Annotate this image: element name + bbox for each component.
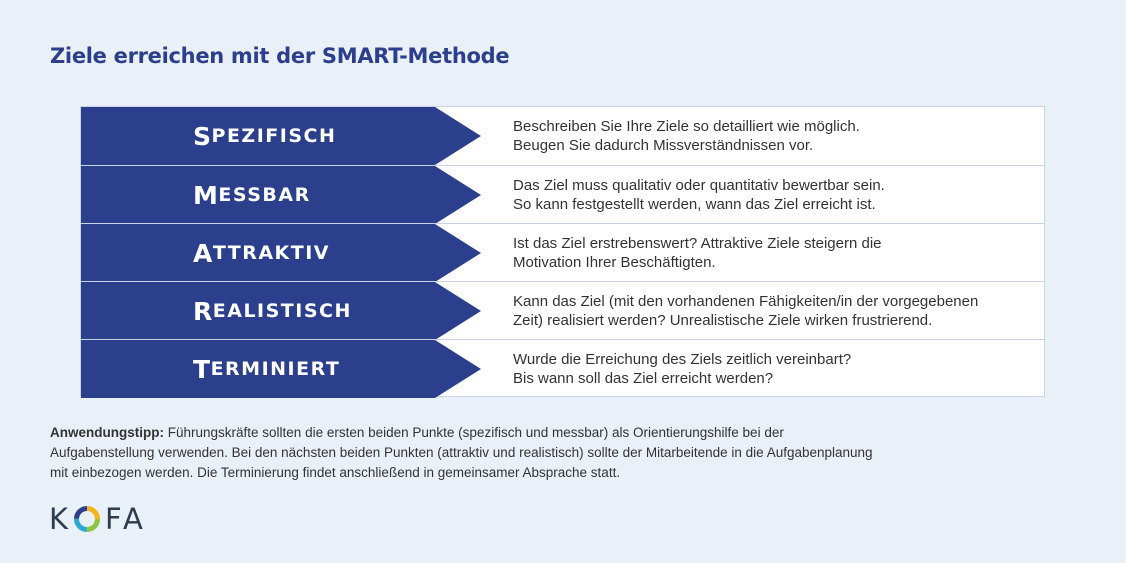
term-label	[193, 340, 340, 398]
smart-row-attraktiv	[81, 223, 1044, 282]
row-description	[513, 107, 1038, 165]
description-line: Ist das Ziel erstrebenswert? Attraktive Ziele steigern die	[513, 235, 882, 252]
description-line: So kann festgestellt werden, wann das Ziel erreicht ist.	[513, 196, 876, 213]
description-line: Beschreiben Sie Ihre Ziele so detailliert wie möglich.	[513, 118, 860, 135]
description-line: Motivation Ihrer Beschäftigten.	[513, 254, 716, 271]
smart-row-messbar	[81, 165, 1044, 224]
row-description	[513, 224, 1038, 282]
term-label	[193, 107, 336, 165]
description-line: Kann das Ziel (mit den vorhandenen Fähigkeiten/in der vorgegebenen	[513, 293, 979, 310]
page-title: Ziele erreichen mit der SMART-Methode	[50, 44, 510, 68]
logo-ring-icon	[73, 505, 101, 533]
row-description	[513, 282, 1038, 340]
smart-row-spezifisch	[81, 107, 1044, 165]
term-initial: S	[193, 121, 212, 151]
term-initial: A	[193, 238, 213, 268]
description-line: Zeit) realisiert werden? Unrealistische Ziele wirken frustrierend.	[513, 312, 933, 329]
tip-text: Führungskräfte sollten die ersten beiden Punkte (spezifisch und messbar) als Orientierungshilfe bei der Aufgabenstellung verwenden. Bei den nächsten beiden Punkten (attraktiv und realistisch) sollte der Mitarbeitende in die Aufgabenplanung mit einbezogen werden. Die Terminierung findet anschließend in gemeinsamer Absprache statt.	[50, 425, 873, 480]
term-initial: T	[193, 354, 211, 384]
kofa-logo	[49, 502, 147, 536]
description-line: Das Ziel muss qualitativ oder quantitativ bewertbar sein.	[513, 177, 885, 194]
description-line: Wurde die Erreichung des Ziels zeitlich vereinbart?	[513, 351, 852, 368]
term-rest: EALISTISCH	[212, 300, 352, 322]
description-line: Bis wann soll das Ziel erreicht werden?	[513, 370, 774, 387]
term-label	[193, 282, 352, 340]
row-description	[513, 166, 1038, 224]
term-label	[193, 166, 311, 224]
smart-row-realistisch	[81, 281, 1044, 340]
description-line: Beugen Sie dadurch Missverständnissen vor.	[513, 137, 814, 154]
term-rest: ESSBAR	[218, 184, 311, 206]
application-tip	[50, 423, 880, 483]
tip-label: Anwendungstipp:	[50, 425, 164, 440]
term-rest: PEZIFISCH	[211, 125, 337, 147]
term-rest: ERMINIERT	[210, 358, 341, 380]
term-label	[193, 224, 330, 282]
term-initial: M	[193, 180, 219, 210]
term-initial: R	[193, 296, 213, 326]
term-rest: TTRAKTIV	[212, 242, 331, 264]
logo-text-right: FA	[105, 502, 147, 536]
smart-table	[80, 106, 1045, 397]
logo-text-left: K	[49, 502, 73, 536]
row-description	[513, 340, 1038, 398]
smart-row-terminiert	[81, 339, 1044, 398]
